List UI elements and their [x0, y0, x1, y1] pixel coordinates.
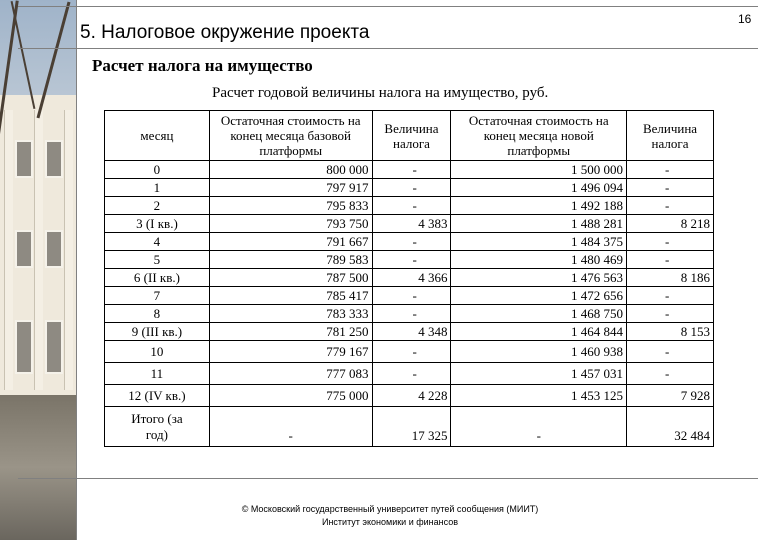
cell-new-value: 1 492 188	[451, 197, 627, 215]
cell-new-value: 1 464 844	[451, 323, 627, 341]
cell-base-value: 785 417	[209, 287, 372, 305]
cell-new-value: 1 453 125	[451, 385, 627, 407]
cell-base-value: 775 000	[209, 385, 372, 407]
section-subtitle: Расчет налога на имущество	[92, 56, 313, 75]
cell-new-tax: 8 218	[627, 215, 714, 233]
cell-base-tax: -	[372, 161, 451, 179]
street	[0, 395, 76, 540]
cell-base-tax: 4 366	[372, 269, 451, 287]
cell-base-value: 797 917	[209, 179, 372, 197]
cell-new-tax: 7 928	[627, 385, 714, 407]
table-row	[105, 215, 714, 233]
col-header-base-value: Остаточная стоимость на конец месяца базовой платформы	[209, 111, 372, 161]
cell-month: 5	[105, 251, 210, 269]
cell-base-value: 795 833	[209, 197, 372, 215]
col-header-new-tax: Величина налога	[627, 111, 714, 161]
cell-month: 11	[105, 363, 210, 385]
table-row	[105, 323, 714, 341]
footer-university: © Московский государственный университет путей сообщения (МИИТ)	[241, 504, 539, 514]
cell-month: 4	[105, 233, 210, 251]
col-header-month: месяц	[105, 111, 210, 161]
cell-new-tax: -	[627, 363, 714, 385]
cell-base-tax: -	[372, 251, 451, 269]
table-row	[105, 197, 714, 215]
total-new-tax: 32 484	[627, 407, 714, 447]
table-row	[105, 161, 714, 179]
cell-base-value: 783 333	[209, 305, 372, 323]
cell-new-tax: -	[627, 179, 714, 197]
cell-new-value: 1 476 563	[451, 269, 627, 287]
cell-new-value: 1 480 469	[451, 251, 627, 269]
cell-base-tax: -	[372, 287, 451, 305]
table-row	[105, 233, 714, 251]
total-new-value: -	[451, 407, 627, 447]
cell-month: 9 (III кв.)	[105, 323, 210, 341]
cell-base-value: 791 667	[209, 233, 372, 251]
table-row	[105, 287, 714, 305]
cell-base-value: 789 583	[209, 251, 372, 269]
total-row	[105, 407, 714, 447]
bottom-rule	[18, 478, 758, 479]
table-caption: Расчет годовой величины налога на имущество, руб.	[212, 85, 549, 101]
total-base-value: -	[209, 407, 372, 447]
total-base-tax: 17 325	[372, 407, 451, 447]
cell-base-value: 781 250	[209, 323, 372, 341]
col-header-new-value: Остаточная стоимость на конец месяца новой платформы	[451, 111, 627, 161]
cell-month: 12 (IV кв.)	[105, 385, 210, 407]
cell-month: 7	[105, 287, 210, 305]
table-row	[105, 341, 714, 363]
cell-new-value: 1 496 094	[451, 179, 627, 197]
cell-month: 6 (II кв.)	[105, 269, 210, 287]
table-header-row	[105, 111, 714, 161]
cell-new-tax: -	[627, 287, 714, 305]
cell-base-tax: 4 348	[372, 323, 451, 341]
table-row	[105, 179, 714, 197]
total-label: Итого (за год)	[105, 407, 210, 447]
table-row	[105, 251, 714, 269]
cell-base-value: 779 167	[209, 341, 372, 363]
page-number: 16	[738, 12, 752, 26]
cell-new-tax: 8 186	[627, 269, 714, 287]
cell-new-value: 1 484 375	[451, 233, 627, 251]
cell-base-value: 800 000	[209, 161, 372, 179]
cell-new-tax: 8 153	[627, 323, 714, 341]
cell-base-tax: -	[372, 305, 451, 323]
cell-month: 3 (I кв.)	[105, 215, 210, 233]
cell-month: 10	[105, 341, 210, 363]
cell-month: 1	[105, 179, 210, 197]
cell-base-tax: -	[372, 197, 451, 215]
cell-new-tax: -	[627, 251, 714, 269]
cell-month: 2	[105, 197, 210, 215]
cell-base-tax: -	[372, 341, 451, 363]
cell-base-tax: 4 228	[372, 385, 451, 407]
cell-new-value: 1 500 000	[451, 161, 627, 179]
tax-table	[104, 110, 714, 447]
cell-base-tax: 4 383	[372, 215, 451, 233]
table-row	[105, 363, 714, 385]
top-rule	[18, 6, 758, 7]
cell-month: 0	[105, 161, 210, 179]
cell-new-tax: -	[627, 341, 714, 363]
slide-title: 5. Налоговое окружение проекта	[80, 22, 370, 43]
cell-new-tax: -	[627, 161, 714, 179]
cell-base-value: 793 750	[209, 215, 372, 233]
table-row	[105, 269, 714, 287]
left-rule	[76, 0, 77, 540]
cell-month: 8	[105, 305, 210, 323]
cell-new-value: 1 468 750	[451, 305, 627, 323]
footer-institute: Институт экономики и финансов	[321, 517, 459, 527]
cell-base-tax: -	[372, 363, 451, 385]
table-row	[105, 305, 714, 323]
cell-base-value: 777 083	[209, 363, 372, 385]
cell-new-value: 1 488 281	[451, 215, 627, 233]
cell-new-value: 1 460 938	[451, 341, 627, 363]
cell-new-value: 1 457 031	[451, 363, 627, 385]
title-rule	[18, 48, 758, 49]
col-header-base-tax: Величина налога	[372, 111, 451, 161]
cell-base-tax: -	[372, 233, 451, 251]
building-photo	[0, 0, 76, 540]
cell-new-tax: -	[627, 197, 714, 215]
table-row	[105, 385, 714, 407]
cell-new-value: 1 472 656	[451, 287, 627, 305]
cell-new-tax: -	[627, 305, 714, 323]
cell-base-value: 787 500	[209, 269, 372, 287]
cell-new-tax: -	[627, 233, 714, 251]
footer	[200, 503, 580, 529]
cell-base-tax: -	[372, 179, 451, 197]
